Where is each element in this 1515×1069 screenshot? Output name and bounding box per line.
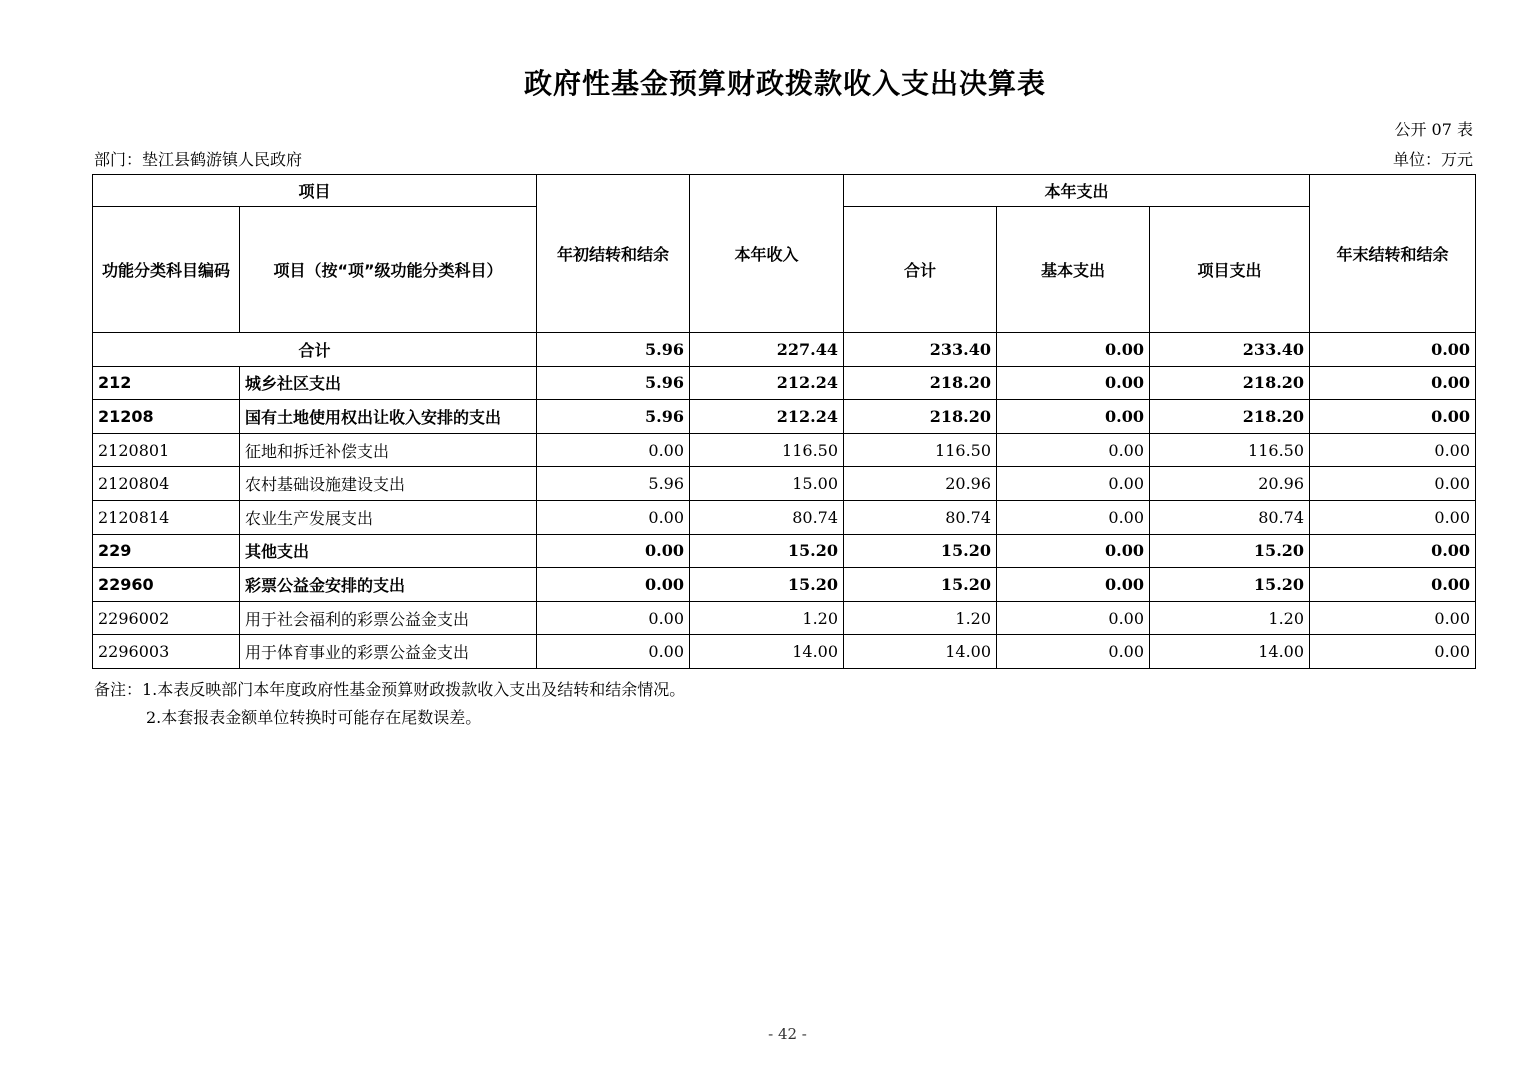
cell-closing: 0.00 xyxy=(1310,601,1476,635)
header-project: 项目 xyxy=(93,175,537,207)
cell-code: 229 xyxy=(93,534,240,568)
total-basic: 0.00 xyxy=(997,333,1150,367)
cell-closing: 0.00 xyxy=(1310,568,1476,602)
cell-total: 1.20 xyxy=(844,601,997,635)
cell-code: 2296002 xyxy=(93,601,240,635)
total-expense-total: 233.40 xyxy=(844,333,997,367)
cell-opening: 5.96 xyxy=(537,467,690,501)
note-line-2: 2.本套报表金额单位转换时可能存在尾数误差。 xyxy=(146,708,482,727)
header-closing: 年末结转和结余 xyxy=(1310,175,1476,333)
header-opening: 年初结转和结余 xyxy=(537,175,690,333)
table-row xyxy=(93,534,1476,568)
cell-project-expense: 218.20 xyxy=(1150,366,1310,400)
cell-opening: 0.00 xyxy=(537,601,690,635)
cell-project-expense: 1.20 xyxy=(1150,601,1310,635)
form-number: 公开 07 表 xyxy=(1394,120,1473,139)
table-row xyxy=(93,568,1476,602)
header-income: 本年收入 xyxy=(690,175,844,333)
cell-opening: 0.00 xyxy=(537,534,690,568)
total-label: 合计 xyxy=(93,333,537,367)
cell-basic: 0.00 xyxy=(997,366,1150,400)
cell-name: 用于体育事业的彩票公益金支出 xyxy=(240,635,537,669)
table-row xyxy=(93,500,1476,534)
cell-total: 116.50 xyxy=(844,433,997,467)
cell-project-expense: 15.20 xyxy=(1150,534,1310,568)
cell-basic: 0.00 xyxy=(997,635,1150,669)
cell-income: 1.20 xyxy=(690,601,844,635)
total-row xyxy=(93,333,1476,367)
table-row xyxy=(93,366,1476,400)
cell-total: 20.96 xyxy=(844,467,997,501)
unit-label: 单位：万元 xyxy=(1392,150,1473,169)
table-row xyxy=(93,601,1476,635)
cell-opening: 0.00 xyxy=(537,568,690,602)
cell-income: 80.74 xyxy=(690,500,844,534)
cell-code: 2120801 xyxy=(93,433,240,467)
cell-project-expense: 116.50 xyxy=(1150,433,1310,467)
cell-total: 218.20 xyxy=(844,400,997,434)
cell-code: 212 xyxy=(93,366,240,400)
cell-name: 国有土地使用权出让收入安排的支出 xyxy=(240,400,537,434)
total-closing: 0.00 xyxy=(1310,333,1476,367)
cell-opening: 5.96 xyxy=(537,400,690,434)
cell-total: 14.00 xyxy=(844,635,997,669)
note-line-1: 备注：1.本表反映部门本年度政府性基金预算财政拨款收入支出及结转和结余情况。 xyxy=(94,680,686,699)
cell-name: 用于社会福利的彩票公益金支出 xyxy=(240,601,537,635)
cell-income: 212.24 xyxy=(690,366,844,400)
cell-total: 15.20 xyxy=(844,534,997,568)
page-number: - 42 - xyxy=(768,1025,807,1043)
cell-closing: 0.00 xyxy=(1310,500,1476,534)
cell-project-expense: 80.74 xyxy=(1150,500,1310,534)
cell-income: 15.00 xyxy=(690,467,844,501)
header-project-expense: 项目支出 xyxy=(1150,207,1310,333)
cell-name: 城乡社区支出 xyxy=(240,366,537,400)
cell-closing: 0.00 xyxy=(1310,534,1476,568)
cell-basic: 0.00 xyxy=(997,568,1150,602)
header-name: 项目（按“项”级功能分类科目） xyxy=(240,207,537,333)
cell-closing: 0.00 xyxy=(1310,467,1476,501)
cell-name: 征地和拆迁补偿支出 xyxy=(240,433,537,467)
cell-project-expense: 15.20 xyxy=(1150,568,1310,602)
cell-total: 218.20 xyxy=(844,366,997,400)
cell-code: 21208 xyxy=(93,400,240,434)
cell-closing: 0.00 xyxy=(1310,366,1476,400)
total-opening: 5.96 xyxy=(537,333,690,367)
header-total: 合计 xyxy=(844,207,997,333)
cell-income: 116.50 xyxy=(690,433,844,467)
cell-closing: 0.00 xyxy=(1310,635,1476,669)
page-title: 政府性基金预算财政拨款收入支出决算表 xyxy=(523,67,1046,100)
cell-name: 农村基础设施建设支出 xyxy=(240,467,537,501)
cell-name: 彩票公益金安排的支出 xyxy=(240,568,537,602)
cell-code: 22960 xyxy=(93,568,240,602)
cell-basic: 0.00 xyxy=(997,467,1150,501)
notes xyxy=(94,676,685,732)
cell-basic: 0.00 xyxy=(997,433,1150,467)
cell-basic: 0.00 xyxy=(997,500,1150,534)
total-income: 227.44 xyxy=(690,333,844,367)
cell-code: 2296003 xyxy=(93,635,240,669)
cell-opening: 0.00 xyxy=(537,500,690,534)
cell-closing: 0.00 xyxy=(1310,400,1476,434)
cell-basic: 0.00 xyxy=(997,534,1150,568)
cell-project-expense: 20.96 xyxy=(1150,467,1310,501)
cell-income: 15.20 xyxy=(690,534,844,568)
cell-project-expense: 14.00 xyxy=(1150,635,1310,669)
cell-basic: 0.00 xyxy=(997,601,1150,635)
table-row xyxy=(93,400,1476,434)
table-row xyxy=(93,467,1476,501)
cell-income: 14.00 xyxy=(690,635,844,669)
total-project-expense: 233.40 xyxy=(1150,333,1310,367)
cell-opening: 0.00 xyxy=(537,433,690,467)
department-label: 部门：垫江县鹤游镇人民政府 xyxy=(94,150,303,169)
header-expense-group: 本年支出 xyxy=(844,175,1310,207)
cell-opening: 5.96 xyxy=(537,366,690,400)
cell-income: 212.24 xyxy=(690,400,844,434)
header-basic: 基本支出 xyxy=(997,207,1150,333)
cell-basic: 0.00 xyxy=(997,400,1150,434)
cell-closing: 0.00 xyxy=(1310,433,1476,467)
table-row xyxy=(93,433,1476,467)
table-row xyxy=(93,635,1476,669)
cell-total: 80.74 xyxy=(844,500,997,534)
cell-name: 其他支出 xyxy=(240,534,537,568)
cell-opening: 0.00 xyxy=(537,635,690,669)
cell-code: 2120804 xyxy=(93,467,240,501)
cell-code: 2120814 xyxy=(93,500,240,534)
budget-table xyxy=(92,174,1476,669)
cell-name: 农业生产发展支出 xyxy=(240,500,537,534)
header-code: 功能分类科目编码 xyxy=(93,207,240,333)
cell-total: 15.20 xyxy=(844,568,997,602)
cell-income: 15.20 xyxy=(690,568,844,602)
cell-project-expense: 218.20 xyxy=(1150,400,1310,434)
